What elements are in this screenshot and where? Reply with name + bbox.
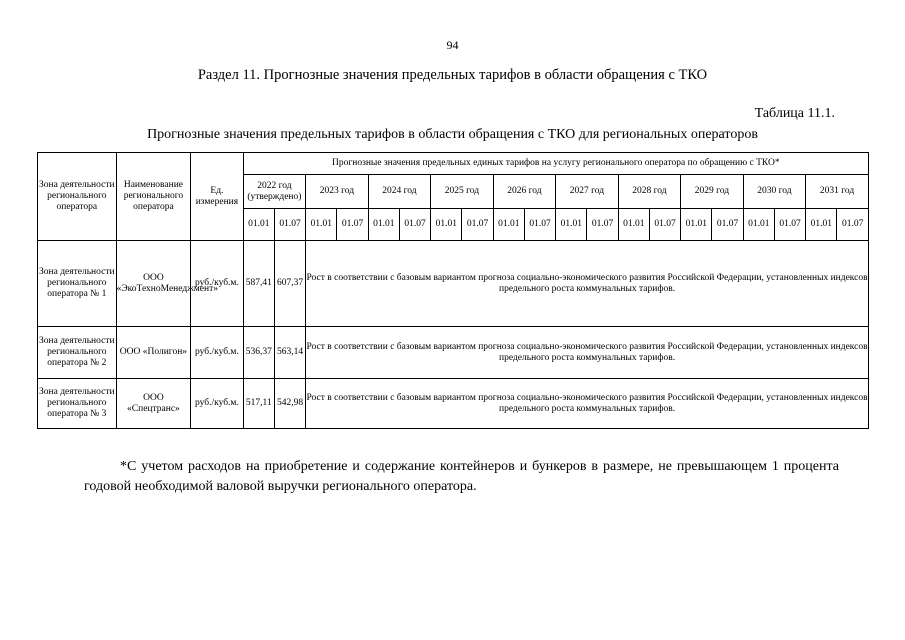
row-zone: Зона деятельности регионального оператора № 3 (38, 379, 117, 429)
header-zone: Зона деятельности регионального оператора (38, 153, 117, 241)
row-operator-name: ООО «Спецтранс» (116, 379, 191, 429)
header-forecast: Прогнозные значения предельных единых тарифов на услугу регионального оператора по обращению с ТКО* (243, 153, 868, 175)
row-operator-name: ООО «Полигон» (116, 327, 191, 379)
row-zone: Зона деятельности регионального оператора № 2 (38, 327, 117, 379)
header-year: 2023 год (306, 175, 369, 209)
row-zone: Зона деятельности регионального оператора № 1 (38, 241, 117, 327)
row-value-0107: 542,98 (274, 379, 305, 429)
section-title: Раздел 11. Прогнозные значения предельных тарифов в области обращения с ТКО (197, 67, 708, 83)
row-note: Рост в соответствии с базовым вариантом прогноза социально-экономического развития Российской Федерации, установленных индексов предельного роста коммунальных тарифов. (306, 327, 869, 379)
table-row (38, 241, 869, 327)
header-date: 01.07 (837, 209, 869, 241)
table-row (38, 379, 869, 429)
row-note: Рост в соответствии с базовым вариантом прогноза социально-экономического развития Российской Федерации, установленных индексов предельного роста коммунальных тарифов. (306, 241, 869, 327)
header-date: 01.07 (712, 209, 743, 241)
header-year: 2029 год (681, 175, 744, 209)
row-value-0101: 587,41 (243, 241, 274, 327)
row-value-0101: 536,37 (243, 327, 274, 379)
header-date: 01.07 (337, 209, 368, 241)
tariff-table (37, 152, 869, 429)
row-value-0107: 563,14 (274, 327, 305, 379)
header-unit: Ед. измерения (191, 153, 243, 241)
row-value-0101: 517,11 (243, 379, 274, 429)
header-date: 01.01 (681, 209, 712, 241)
header-date: 01.01 (618, 209, 649, 241)
header-date: 01.07 (649, 209, 680, 241)
header-year: 2026 год (493, 175, 556, 209)
header-date: 01.07 (524, 209, 555, 241)
row-note: Рост в соответствии с базовым вариантом прогноза социально-экономического развития Российской Федерации, установленных индексов предельного роста коммунальных тарифов. (306, 379, 869, 429)
header-operator-name: Наименование регионального оператора (116, 153, 191, 241)
table-caption: Прогнозные значения предельных тарифов в области обращения с ТКО для региональных операторов (147, 127, 758, 142)
header-year: 2028 год (618, 175, 681, 209)
header-date: 01.01 (368, 209, 399, 241)
header-date: 01.07 (587, 209, 618, 241)
header-date: 01.01 (243, 209, 274, 241)
row-unit: руб./куб.м. (191, 327, 243, 379)
header-year: 2030 год (743, 175, 806, 209)
header-date: 01.01 (306, 209, 337, 241)
row-value-0107: 607,37 (274, 241, 305, 327)
header-date: 01.07 (462, 209, 493, 241)
row-unit: руб./куб.м. (191, 241, 243, 327)
header-date: 01.07 (274, 209, 305, 241)
header-year: 2022 год (утверждено) (243, 175, 306, 209)
page-number: 94 (446, 38, 459, 52)
header-date: 01.07 (399, 209, 430, 241)
table-label: Таблица 11.1. (754, 106, 835, 121)
table-row (38, 327, 869, 379)
row-unit: руб./куб.м. (191, 379, 243, 429)
footnote: *С учетом расходов на приобретение и содержание контейнеров и бункеров в размере, не превышающем 1 процента годовой необходимой валовой выручки регионального оператора. (84, 459, 839, 494)
header-date: 01.01 (431, 209, 462, 241)
header-year: 2024 год (368, 175, 431, 209)
header-date: 01.07 (774, 209, 805, 241)
row-operator-name: ООО «ЭкоТехноМенеджмент» (116, 241, 191, 327)
header-year: 2025 год (431, 175, 494, 209)
header-date: 01.01 (806, 209, 837, 241)
header-date: 01.01 (743, 209, 774, 241)
header-date: 01.01 (493, 209, 524, 241)
header-year: 2031 год (806, 175, 869, 209)
header-year: 2027 год (556, 175, 619, 209)
header-date: 01.01 (556, 209, 587, 241)
